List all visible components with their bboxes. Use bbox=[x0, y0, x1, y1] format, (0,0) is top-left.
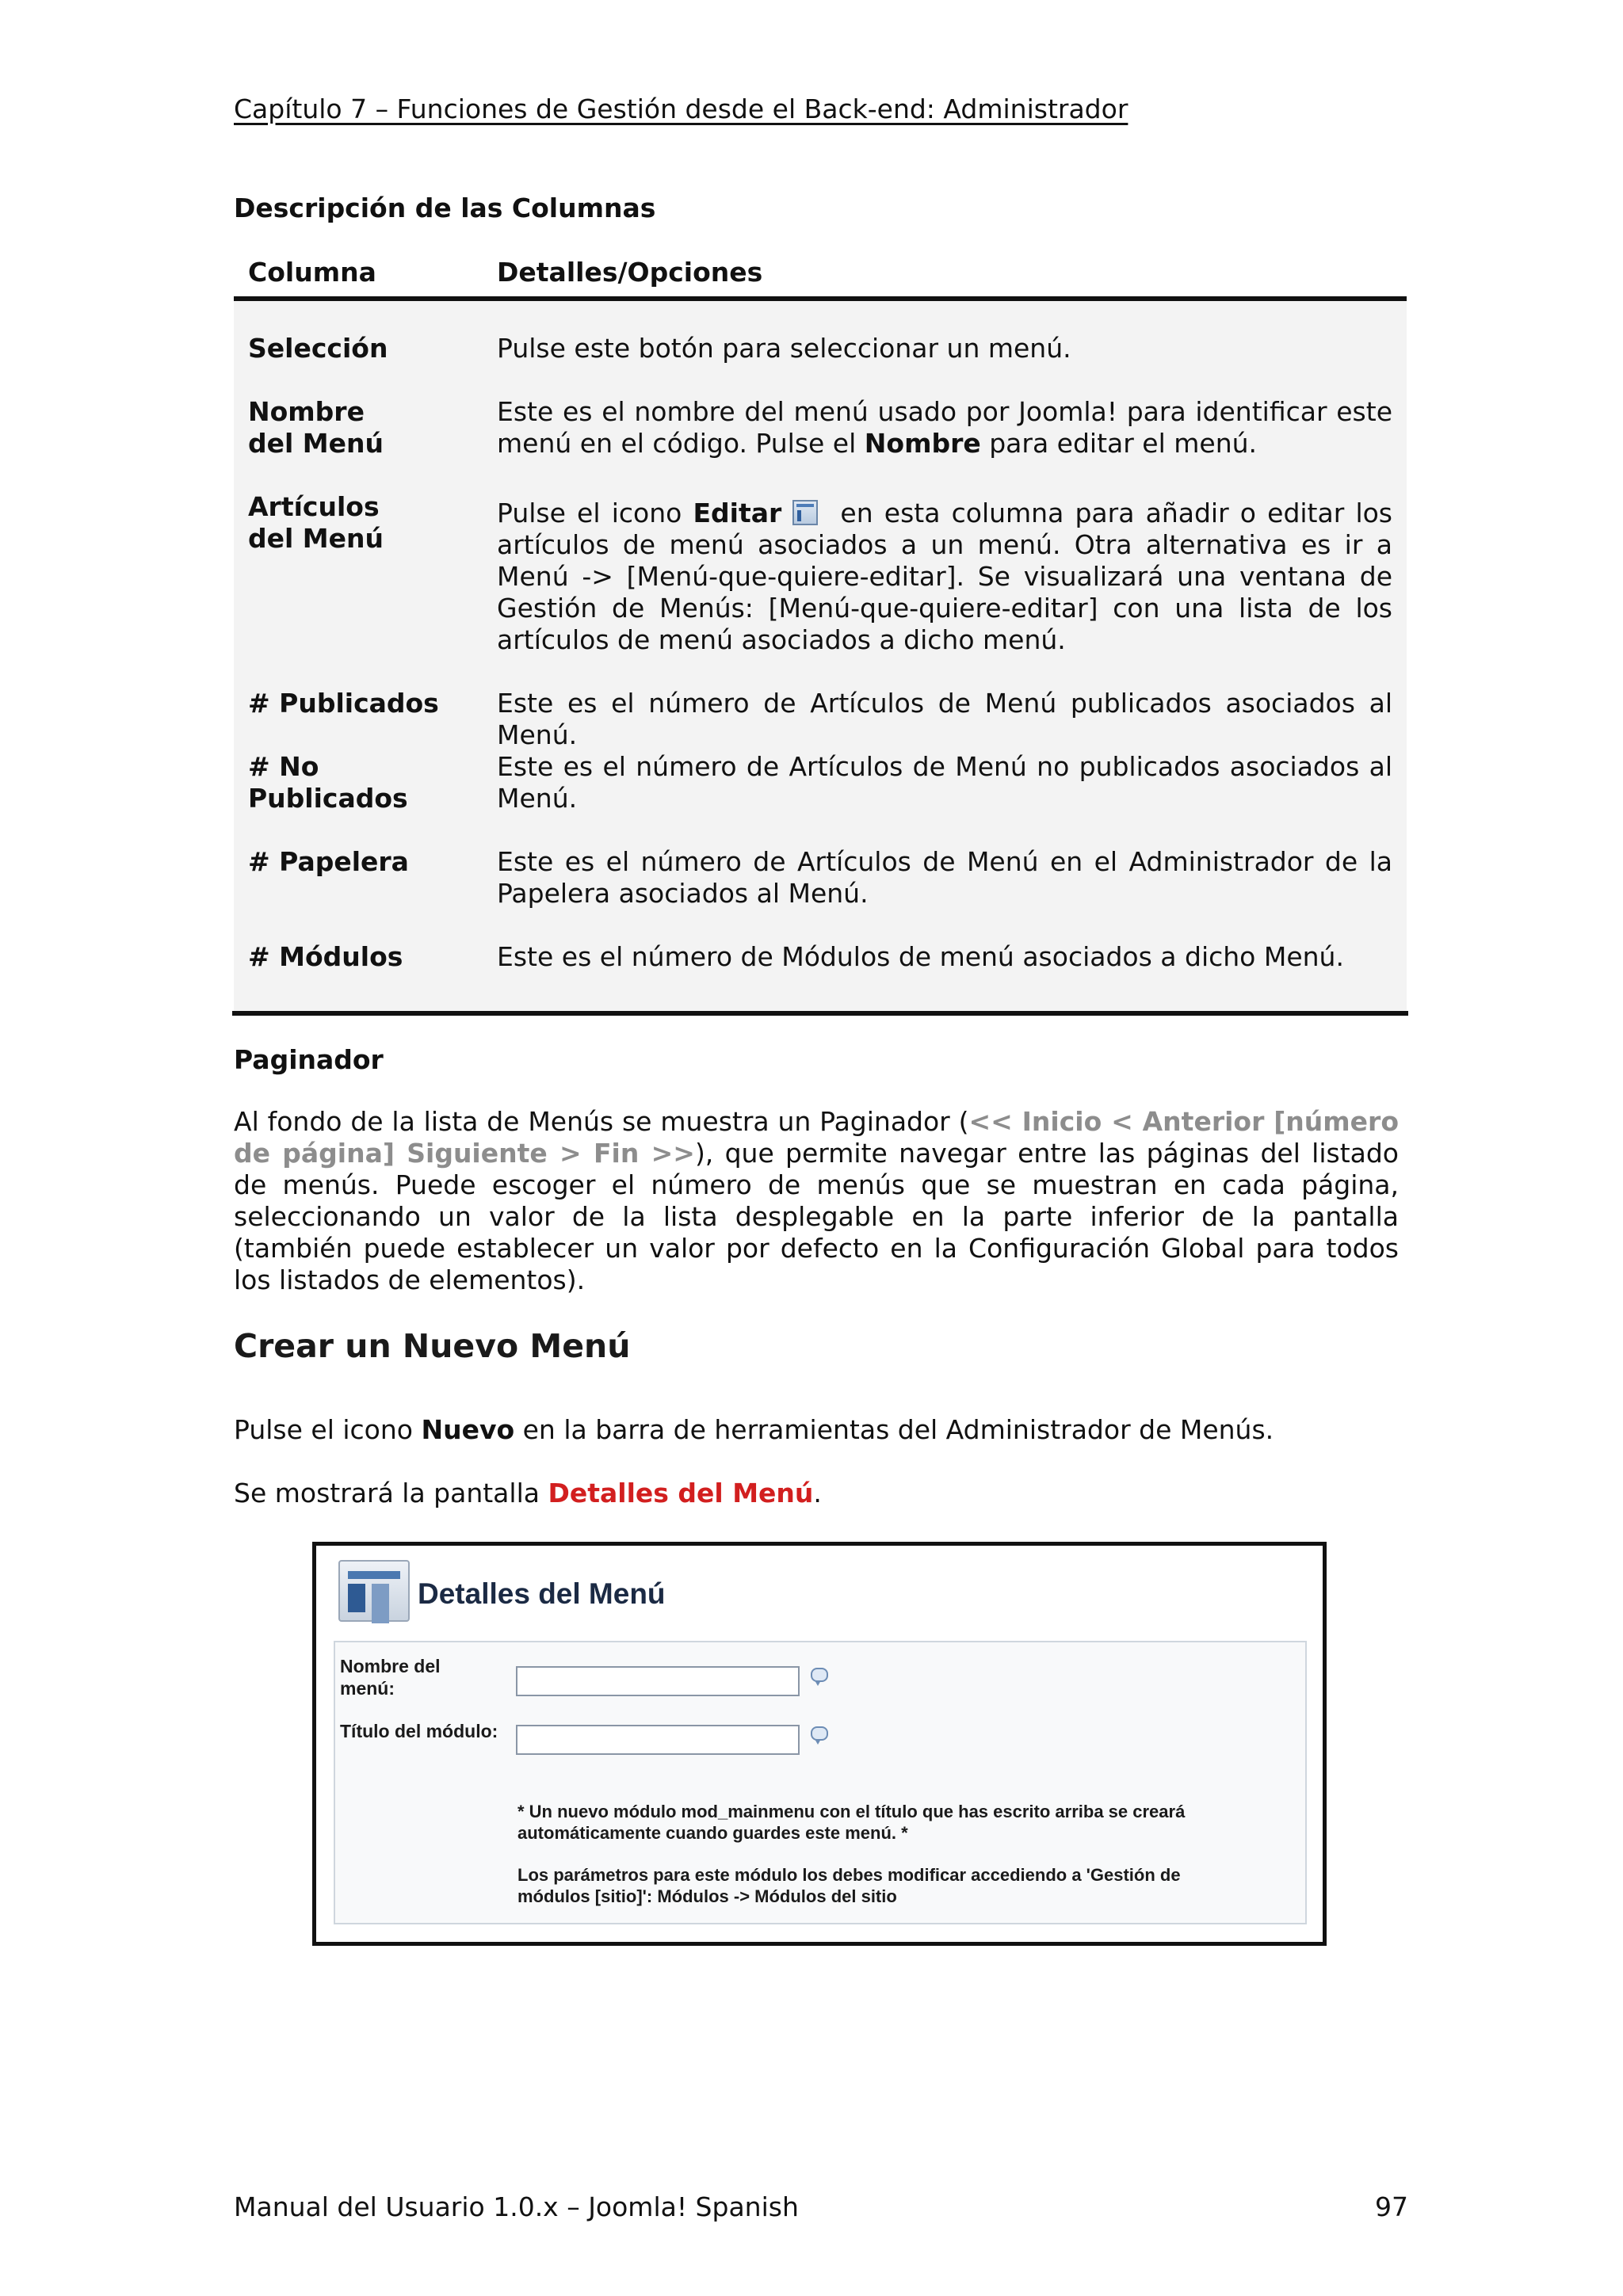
crear-menu-title: Crear un Nuevo Menú bbox=[234, 1327, 631, 1365]
crear-paragraph-2: Se mostrará la pantalla Detalles del Menú. bbox=[234, 1478, 822, 1508]
row-name-publicados: # Publicados bbox=[248, 688, 439, 719]
page-number: 97 bbox=[1375, 2191, 1408, 2222]
row-detail-papelera: Este es el número de Artículos de Menú en el Administrador de la Papelera asociados al Menú. bbox=[497, 846, 1392, 909]
chapter-header: Capítulo 7 – Funciones de Gestión desde el Back-end: Administrador bbox=[234, 93, 1128, 124]
columns-table-header bbox=[234, 252, 1407, 296]
row-detail-modulos: Este es el número de Módulos de menú asociados a dicho Menú. bbox=[497, 941, 1344, 972]
table-bottom-rule bbox=[232, 1011, 1408, 1016]
crear-paragraph-1: Pulse el icono Nuevo en la barra de herramientas del Administrador de Menús. bbox=[234, 1414, 1274, 1445]
module-title-label: Título del módulo: bbox=[340, 1721, 498, 1741]
menu-name-label: Nombre del menú: bbox=[340, 1656, 441, 1699]
module-params-note: Los parámetros para este módulo los debes modificar accediendo a 'Gestión de módulos [sitio]': Módulos -> Módulos del sitio bbox=[517, 1865, 1181, 1906]
tooltip-icon[interactable] bbox=[811, 1668, 828, 1682]
detalles-menu-link: Detalles del Menú bbox=[548, 1478, 814, 1508]
paginador-title: Paginador bbox=[234, 1044, 384, 1075]
row-detail-no-publicados: Este es el número de Artículos de Menú no publicados asociados al Menú. bbox=[497, 751, 1392, 814]
footer-manual-title: Manual del Usuario 1.0.x – Joomla! Spanish bbox=[234, 2191, 799, 2222]
menu-details-screenshot bbox=[312, 1542, 1327, 1946]
columns-section-title: Descripción de las Columnas bbox=[234, 193, 656, 223]
module-title-input[interactable] bbox=[516, 1725, 800, 1755]
tooltip-icon[interactable] bbox=[811, 1726, 828, 1741]
row-detail-seleccion: Pulse este botón para seleccionar un menú. bbox=[497, 333, 1071, 364]
menu-manager-icon bbox=[338, 1560, 410, 1622]
row-name-articulos: Artículos del Menú bbox=[248, 491, 384, 554]
row-name-seleccion: Selección bbox=[248, 333, 388, 364]
columns-table bbox=[234, 301, 1407, 1011]
row-detail-nombre: Este es el nombre del menú usado por Joomla! para identificar este menú en el código. Pulse el Nombre para editar el menú. bbox=[497, 396, 1392, 459]
edit-icon bbox=[792, 500, 818, 525]
header-details: Detalles/Opciones bbox=[497, 257, 763, 288]
header-column: Columna bbox=[248, 257, 376, 288]
screenshot-title: Detalles del Menú bbox=[418, 1577, 666, 1610]
row-name-no-publicados: # No Publicados bbox=[248, 751, 408, 814]
new-module-note: * Un nuevo módulo mod_mainmenu con el título que has escrito arriba se creará automáticamente cuando guardes este menú. * bbox=[517, 1802, 1186, 1843]
row-detail-publicados: Este es el número de Artículos de Menú publicados asociados al Menú. bbox=[497, 688, 1392, 750]
row-detail-articulos: Pulse el icono Editar en esta columna para añadir o editar los artículos de menú asociados a un menú. Otra alternativa es ir a Menú -> [Menú-que-quiere-editar]. Se visualizará una ventana de Gestión de Menús: [Menú-que-quiere-editar] con una lista de los artículos de menú asociados a dicho menú. bbox=[497, 498, 1393, 655]
paginador-links: << Inicio < Anterior [número de página] Siguiente > Fin >> bbox=[234, 1106, 1400, 1169]
paginador-paragraph: Al fondo de la lista de Menús se muestra un Paginador (<< Inicio < Anterior [número de página] Siguiente > Fin >>), que permite navegar entre las páginas del listado de menús. Puede escoger el número de menús que se muestran en cada página, seleccionando un valor de la lista desplegable en la parte inferior de la pantalla (también puede establecer un valor por defecto en la Configuración Global para todos los listados de elementos). bbox=[234, 1106, 1400, 1295]
row-name-modulos: # Módulos bbox=[248, 941, 403, 972]
screenshot-form bbox=[334, 1641, 1307, 1924]
row-name-papelera: # Papelera bbox=[248, 846, 409, 877]
menu-name-input[interactable] bbox=[516, 1666, 800, 1696]
row-name-nombre: Nombre del Menú bbox=[248, 396, 384, 459]
